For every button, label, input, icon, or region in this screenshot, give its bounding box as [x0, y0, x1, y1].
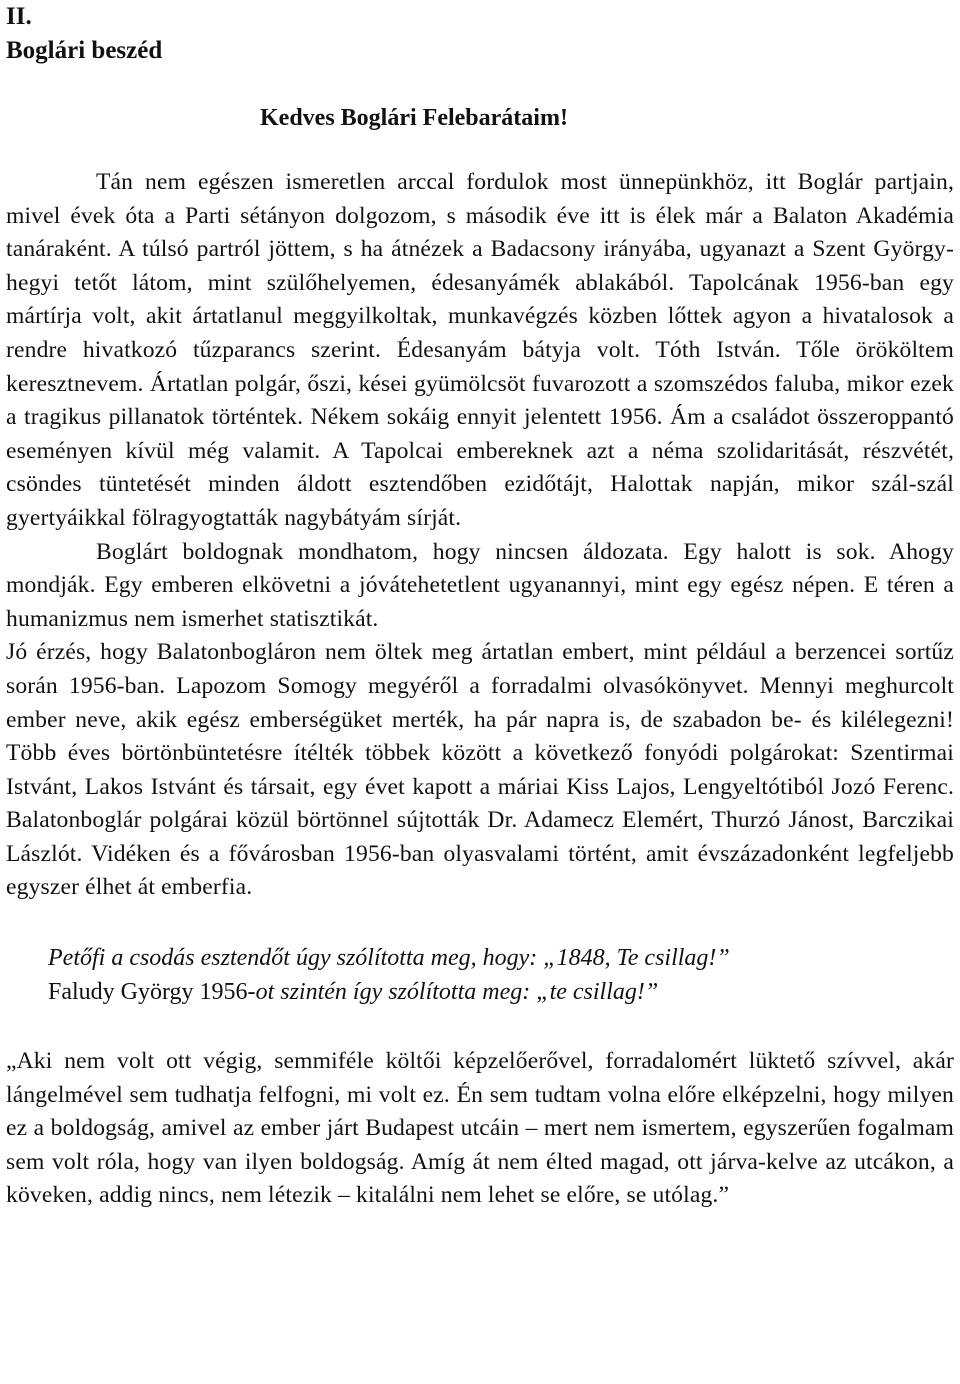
quote-line-1: Petőfi a csodás esztendőt úgy szólította meg, hogy: „1848, Te csillag!”: [48, 945, 730, 972]
quote-block: [48, 941, 954, 1009]
chapter-number: II.: [6, 3, 32, 30]
chapter-title: Boglári beszéd: [6, 37, 163, 64]
paragraph-3: Jó érzés, hogy Balatonbogláron nem öltek meg ártatlan embert, mint például a berzencei sortűz során 1956-ban. Lapozom Somogy megyéről a forradalmi olvasókönyvet. Mennyi meghurcolt ember neve, akik egész emberségüket merték, ha pár napra is, de szabadon be- és kilélegezni! Több éves börtönbüntetésre ítélték többek között a következő fonyódi polgárokat: Szentirmai Istvánt, Lakos Istvánt és társait, egy évet kapott a máriai Kiss Lajos, Lengyeltótiból Jozó Ferenc. Balatonboglár polgárai közül börtönnel sújtották Dr. Adamecz Elemért, Thurzó Jánost, Barczikai Lászlót. Vidéken és a fővárosban 1956-ban olyasvalami történt, amit évszázadonként legfeljebb egyszer élhet át emberfia.: [6, 639, 954, 901]
quote-line-2-rest: ot szintén így szólította meg: „te csillag!”: [255, 979, 659, 1006]
paragraph-1: Tán nem egészen ismeretlen arccal fordulok most ünnepünkhöz, itt Boglár partjain, mivel évek óta a Parti sétányon dolgozom, s második éve itt is élek már a Balaton Akadémia tanáraként. A túlsó partról jöttem, s ha átnézek a Badacsony irányába, ugyanazt a Szent György-hegyi tetőt látom, mint szülőhelyemen, édesanyámék ablakából. Tapolcának 1956-ban egy mártírja volt, akit ártatlanul meggyilkoltak, munkavégzés közben lőttek agyon a hivatalosok a rendre hivatkozó tűzparancs szerint. Édesanyám bátyja volt. Tóth István. Tőle örököltem keresztnevem. Ártatlan polgár, őszi, kései gyümölcsöt fuvarozott a szomszédos faluba, mikor ezek a tragikus pillanatok történtek. Nékem sokáig ennyit jelentett 1956. Ám a családot összeroppantó eseményen kívül még valamit. A Tapolcai embereknek azt a néma szolidaritását, részvétét, csöndes tüntetését minden áldott esztendőben ezidőtájt, Halottak napján, mikor szál-szál gyertyáikkal fölragyogtatták nagybátyám sírját.: [6, 169, 954, 531]
paragraph-4: „Aki nem volt ott végig, semmiféle költői képzelőerővel, forradalomért lüktető szívvel, akár lángelmével sem tudhatja felfogni, mi volt ez. Én sem tudtam volna előre elképzelni, hogy milyen ez a boldogság, amivel az ember járt Budapest utcáin – mert nem ismertem, egyszerűen fogalmam sem volt róla, hogy van ilyen boldogság. Amíg át nem élted magad, ott járva-kelve az utcákon, a köveken, addig nincs, nem létezik – kitalálni nem lehet se előre, se utólag.”: [6, 1048, 954, 1209]
quote-line-2-name: Faludy György 1956-: [48, 979, 256, 1006]
salutation: Kedves Boglári Felebarátaim!: [260, 105, 568, 131]
document-page: [6, 0, 954, 1213]
quote-line-2: [48, 975, 954, 1009]
paragraph-2: Boglárt boldognak mondhatom, hogy nincsen áldozata. Egy halott is sok. Ahogy mondják. Egy emberen elkövetni a jóvátehetetlent ugyanannyi, mint egy egész népen. E téren a humanizmus nem ismerhet statisztikát.: [6, 538, 954, 632]
